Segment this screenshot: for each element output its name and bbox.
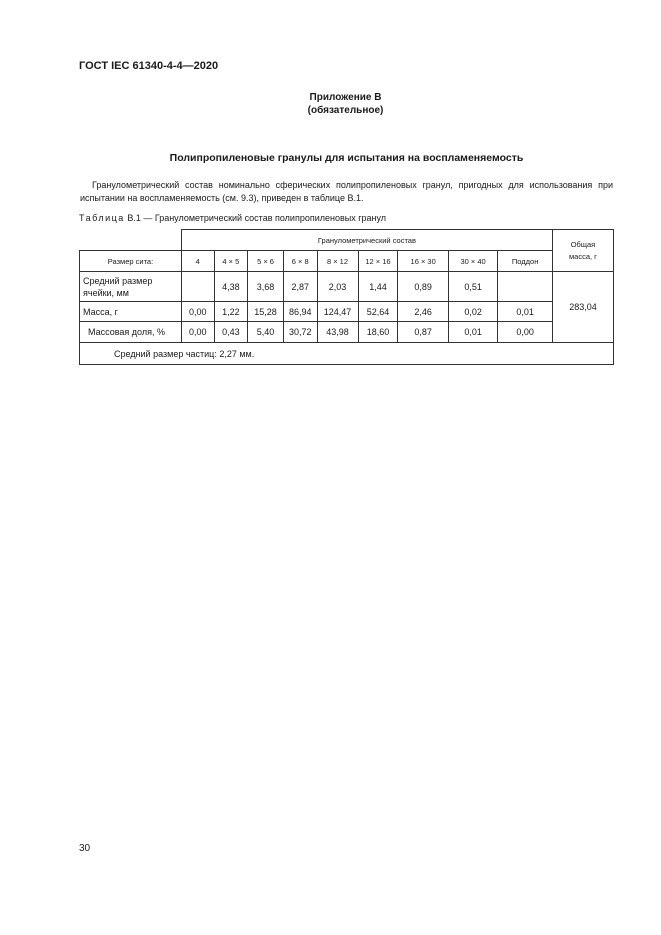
table-cell: 0,51 [448, 272, 497, 302]
table-note-row [80, 343, 614, 365]
table-cell: 1,44 [358, 272, 398, 302]
table-cell: 4,38 [214, 272, 248, 302]
document-code: ГОСТ IEC 61340-4-4—2020 [79, 60, 219, 72]
table-cell: 43,98 [317, 322, 358, 343]
table-corner-cell [80, 230, 182, 251]
table-cell: 0,01 [498, 302, 553, 322]
table-cell: 15,28 [248, 302, 284, 322]
table-cell: 86,94 [283, 302, 317, 322]
table-cell: 0,00 [181, 322, 214, 343]
sieve-header: 30 × 40 [448, 251, 497, 272]
paragraph-text: Гранулометрический состав номинально сферических полипропиленовых гранул, пригодных для использования при испытании на воспламеняемость (см. 9.3), приведен в таблице В.1. [80, 180, 613, 203]
sieve-header: 8 × 12 [317, 251, 358, 272]
table-row [80, 322, 614, 343]
table-cell: 0,43 [214, 322, 248, 343]
page-number: 30 [79, 843, 91, 854]
table-cell: 0,87 [398, 322, 448, 343]
table-cell: 0,00 [181, 302, 214, 322]
sieve-header: 4 [181, 251, 214, 272]
total-value: 283,04 [552, 272, 613, 343]
table-note: Средний размер частиц: 2,27 мм. [80, 343, 614, 365]
annex-status: (обязательное) [307, 105, 384, 116]
granulometry-table [79, 229, 614, 365]
table-caption-text: В.1 — Гранулометрический состав полипропиленовых гранул [127, 213, 387, 223]
sieve-header: 12 × 16 [358, 251, 398, 272]
annex-title: Приложение В [309, 92, 382, 103]
total-header: Общая масса, г [552, 230, 613, 272]
table-cell: 52,64 [358, 302, 398, 322]
table-cell: 2,03 [317, 272, 358, 302]
table-cell: 18,60 [358, 322, 398, 343]
row-label: Массовая доля, % [80, 322, 182, 343]
table-cell: 0,00 [498, 322, 553, 343]
sieve-header: Поддон [498, 251, 553, 272]
annex-heading [0, 91, 661, 117]
row-label: Масса, г [80, 302, 182, 322]
body-paragraph [80, 179, 613, 205]
table-row [80, 272, 614, 302]
table-cell: 0,89 [398, 272, 448, 302]
table-caption [79, 213, 386, 223]
table-cell: 3,68 [248, 272, 284, 302]
table-cell [181, 272, 214, 302]
sieve-header: 6 × 8 [283, 251, 317, 272]
table-header-row-group [80, 230, 614, 251]
table-cell [498, 272, 553, 302]
table-caption-prefix: Таблица [79, 213, 125, 223]
row-label: Средний размер ячейки, мм [80, 272, 182, 302]
table-cell: 124,47 [317, 302, 358, 322]
section-title: Полипропиленовые гранулы для испытания на воспламеняемость [169, 152, 524, 164]
table-header-row-sieves [80, 251, 614, 272]
table-cell: 0,02 [448, 302, 497, 322]
table-cell: 0,01 [448, 322, 497, 343]
table-cell: 30,72 [283, 322, 317, 343]
sieve-header: 5 × 6 [248, 251, 284, 272]
sieve-header: 4 × 5 [214, 251, 248, 272]
table-cell: 2,87 [283, 272, 317, 302]
table-cell: 1,22 [214, 302, 248, 322]
group-header: Гранулометрический состав [181, 230, 552, 251]
row-header-sieve: Размер сита: [80, 251, 182, 272]
table-cell: 5,40 [248, 322, 284, 343]
table-cell: 2,46 [398, 302, 448, 322]
sieve-header: 16 × 30 [398, 251, 448, 272]
table-row [80, 302, 614, 322]
